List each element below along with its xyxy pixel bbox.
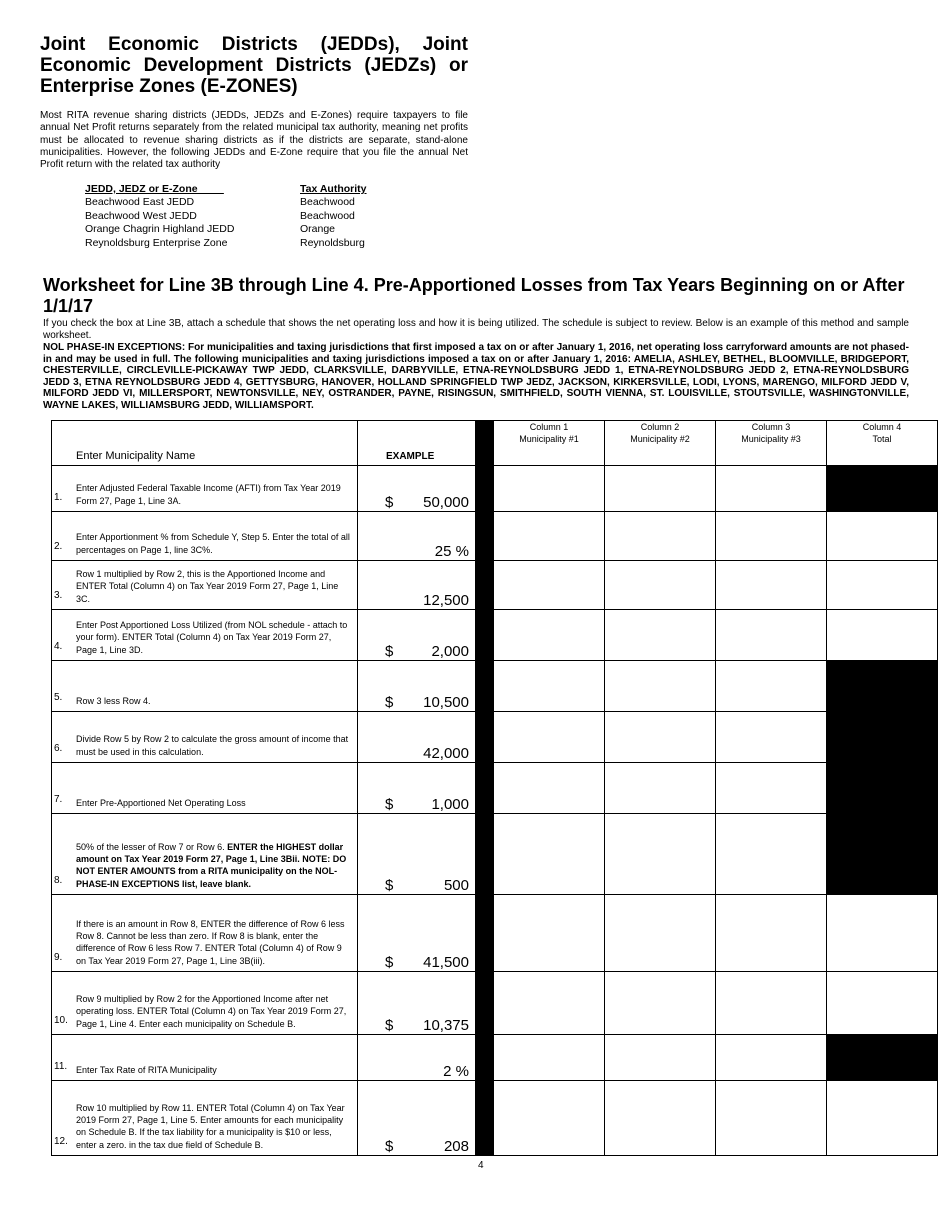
- column-4-header: Column 4 Total: [827, 421, 938, 466]
- example-cell: $ 41,500: [358, 895, 476, 972]
- table-row: [52, 1035, 938, 1081]
- separator: [476, 610, 494, 661]
- nol-exceptions: NOL PHASE-IN EXCEPTIONS: For municipalities and taxing jurisdictions that first imposed a tax on or after January 1, 2016, net operating loss carryforward amounts are not phased-in and may be used in full. The following municipalities and taxing jurisdictions imposed a tax on or after January 1, 2016: AMELIA, ASHLEY, BETHEL, BLOOMVILLE, BRIDGEPORT, CHESTERVILLE, CIRCLEVILLE-PICKAWAY TWP JEDD, CLARKSVILLE, DARBYVILLE, ETNA-REYNOLDSBURG JEDD 1, ETNA-REYNOLDSBURG JEDD 2, ETNA-REYNOLDSBURG JEDD 3, ETNA REYNOLDSBURG JEDD 4, GETTYSBURG, HANOVER, HOLLAND SPRINGFIELD TWP JEDZ, JACKSON, KIRKERSVILLE, LODI, LYONS, MARENGO, MILFORD JEDD V, MILFORD JEDD VI, MILLERSPORT, NEWTONSVILLE, NEY, OSTRANDER, PAYNE, RISINGSUN, SMITHFIELD, SOUTH VIENNA, ST. LOUISVILLE, STOUTSVILLE, WASHINGTONVILLE, WAYNE LAKES, WILLIAMSBURG JEDD, WILLIAMSPORT.: [43, 342, 909, 411]
- separator: [476, 421, 494, 466]
- table-row: [52, 466, 938, 512]
- example-cell: $ 10,375: [358, 972, 476, 1035]
- row-label: 3. Row 1 multiplied by Row 2, this is the Apportioned Income and ENTER Total (Column 4) on Tax Year 2019 Form 27, Page 1, Line 3C.: [52, 561, 358, 610]
- municipality-3-input[interactable]: [716, 712, 827, 763]
- jedd-name: Reynoldsburg Enterprise Zone: [85, 236, 228, 249]
- municipality-1-input[interactable]: [494, 512, 605, 561]
- example-cell: $ 500: [358, 814, 476, 895]
- total-cell-shaded: [827, 466, 938, 512]
- worksheet-table: [51, 420, 938, 1156]
- total-cell-shaded: [827, 814, 938, 895]
- table-row: [52, 610, 938, 661]
- table-row: [52, 814, 938, 895]
- table-row: [52, 763, 938, 814]
- tax-authority: Reynoldsburg: [300, 236, 365, 249]
- municipality-1-input[interactable]: [494, 1035, 605, 1081]
- total-input[interactable]: [827, 972, 938, 1035]
- example-cell: $ 1,000: [358, 763, 476, 814]
- tax-authority: Beachwood: [300, 209, 355, 222]
- municipality-2-input[interactable]: [605, 661, 716, 712]
- table-row: [52, 972, 938, 1035]
- jedd-intro: Most RITA revenue sharing districts (JEDDs, JEDZs and E-Zones) require taxpayers to file annual Net Profit returns separately from the related municipal tax authority, meaning net profits must be allocated to revenue sharing districts as if the districts are separate, stand-alone municipalities. However, the following JEDDs and E-Zone require that you file the annual Net Profit return with the related tax authority: [40, 110, 468, 171]
- example-cell: 42,000: [358, 712, 476, 763]
- municipality-1-input[interactable]: [494, 712, 605, 763]
- municipality-2-input[interactable]: [605, 814, 716, 895]
- municipality-3-input[interactable]: [716, 561, 827, 610]
- row-label: 12. Row 10 multiplied by Row 11. ENTER Total (Column 4) on Tax Year 2019 Form 27, Page 1, Line 5. Enter amounts for each municipality on Schedule B. If the tax liability for a municipality is $10 or less, enter a zero. in the tax due field of Schedule B.: [52, 1081, 358, 1156]
- separator: [476, 763, 494, 814]
- total-input[interactable]: [827, 1081, 938, 1156]
- municipality-3-input[interactable]: [716, 466, 827, 512]
- example-cell: $ 2,000: [358, 610, 476, 661]
- municipality-1-input[interactable]: [494, 895, 605, 972]
- municipality-2-input[interactable]: [605, 512, 716, 561]
- municipality-2-input[interactable]: [605, 561, 716, 610]
- separator: [476, 1081, 494, 1156]
- row-label: 9. If there is an amount in Row 8, ENTER the difference of Row 6 less Row 8. Cannot be less than zero. If Row 8 is blank, enter the difference of Row 6 less Row 7. ENTER Total (Column 4) of Row 9 on Tax Year 2019 Form 27, Page 1, Line 3B(iii).: [52, 895, 358, 972]
- table-row: [52, 661, 938, 712]
- municipality-1-input[interactable]: [494, 763, 605, 814]
- row-label: 7. Enter Pre-Apportioned Net Operating Loss: [52, 763, 358, 814]
- separator: [476, 712, 494, 763]
- municipality-3-input[interactable]: [716, 814, 827, 895]
- row-label: 6. Divide Row 5 by Row 2 to calculate the gross amount of income that must be used in this calculation.: [52, 712, 358, 763]
- column-1-header: Column 1 Municipality #1: [494, 421, 605, 466]
- tax-authority: Beachwood: [300, 196, 355, 209]
- municipality-2-input[interactable]: [605, 972, 716, 1035]
- municipality-2-input[interactable]: [605, 712, 716, 763]
- total-input[interactable]: [827, 512, 938, 561]
- municipality-1-input[interactable]: [494, 1081, 605, 1156]
- column-2-header: Column 2 Municipality #2: [605, 421, 716, 466]
- total-cell-shaded: [827, 1035, 938, 1081]
- total-input[interactable]: [827, 561, 938, 610]
- separator: [476, 1035, 494, 1081]
- table-row: [52, 895, 938, 972]
- municipality-1-input[interactable]: [494, 814, 605, 895]
- row-label: 5. Row 3 less Row 4.: [52, 661, 358, 712]
- table-row: [52, 512, 938, 561]
- page-number: 4: [478, 1160, 484, 1171]
- table-row: [52, 1081, 938, 1156]
- example-cell: $ 10,500: [358, 661, 476, 712]
- example-header: EXAMPLE: [358, 421, 476, 466]
- separator: [476, 661, 494, 712]
- example-cell: 12,500: [358, 561, 476, 610]
- separator: [476, 814, 494, 895]
- separator: [476, 466, 494, 512]
- example-cell: 25 %: [358, 512, 476, 561]
- total-cell-shaded: [827, 712, 938, 763]
- worksheet-title: Worksheet for Line 3B through Line 4. Pre-Apportioned Losses from Tax Years Beginning on or After 1/1/17: [43, 275, 905, 316]
- jedd-name: Beachwood East JEDD: [85, 196, 195, 209]
- row-label: 10. Row 9 multiplied by Row 2 for the Apportioned Income after net operating loss. ENTER Total (Column 4) on Tax Year 2019 Form 27, Page 1, Line 4. Enter each municipality on Schedule B.: [52, 972, 358, 1035]
- municipality-name-header: Enter Municipality Name: [52, 421, 358, 466]
- row-label: 1. Enter Adjusted Federal Taxable Income (AFTI) from Tax Year 2019 Form 27, Page 1, Line 3A.: [52, 466, 358, 512]
- row-label: 4. Enter Post Apportioned Loss Utilized (from NOL schedule - attach to your form). ENTER Total (Column 4) on Tax Year 2019 Form 27, Page 1, Line 3D.: [52, 610, 358, 661]
- municipality-1-input[interactable]: [494, 466, 605, 512]
- total-input[interactable]: [827, 895, 938, 972]
- separator: [476, 895, 494, 972]
- municipality-3-input[interactable]: [716, 972, 827, 1035]
- municipality-2-input[interactable]: [605, 1081, 716, 1156]
- municipality-3-input[interactable]: [716, 1081, 827, 1156]
- municipality-1-input[interactable]: [494, 661, 605, 712]
- column-3-header: Column 3 Municipality #3: [716, 421, 827, 466]
- municipality-3-input[interactable]: [716, 1035, 827, 1081]
- separator: [476, 972, 494, 1035]
- municipality-1-input[interactable]: [494, 561, 605, 610]
- municipality-1-input[interactable]: [494, 610, 605, 661]
- row-label: 2. Enter Apportionment % from Schedule Y, Step 5. Enter the total of all percentages on Page 1, line 3C%.: [52, 512, 358, 561]
- jedd-title: Joint Economic Districts (JEDDs), Joint Economic Development Districts (JEDZs) or Enterprise Zones (E-ZONES): [40, 34, 468, 97]
- separator: [476, 512, 494, 561]
- example-cell: 2 %: [358, 1035, 476, 1081]
- municipality-2-input[interactable]: [605, 1035, 716, 1081]
- municipality-3-input[interactable]: [716, 661, 827, 712]
- municipality-1-input[interactable]: [494, 972, 605, 1035]
- jedd-name: Orange Chagrin Highland JEDD: [85, 223, 235, 236]
- table-row: [52, 712, 938, 763]
- table-header-row: [52, 421, 938, 466]
- example-cell: $ 208: [358, 1081, 476, 1156]
- total-input[interactable]: [827, 610, 938, 661]
- municipality-3-input[interactable]: [716, 610, 827, 661]
- jedd-name: Beachwood West JEDD: [85, 209, 197, 222]
- municipality-2-input[interactable]: [605, 466, 716, 512]
- municipality-3-input[interactable]: [716, 895, 827, 972]
- total-cell-shaded: [827, 763, 938, 814]
- row-label: 8. 50% of the lesser of Row 7 or Row 6. ENTER the HIGHEST dollar amount on Tax Year 2019 Form 27, Page 1, Line 3Bii. NOTE: DO NOT ENTER AMOUNTS from a RITA municipality on the NOL-PHASE-IN EXCEPTIONS list, leave blank.: [52, 814, 358, 895]
- municipality-3-input[interactable]: [716, 512, 827, 561]
- tax-authority: Orange: [300, 223, 336, 236]
- table-row: [52, 561, 938, 610]
- jedd-col-header: JEDD, JEDZ or E-Zone: [85, 183, 224, 195]
- worksheet-instructions: If you check the box at Line 3B, attach a schedule that shows the net operating loss and how it is being utilized. The schedule is subject to review. Below is an example of this method and sample worksheet.: [43, 318, 909, 341]
- municipality-2-input[interactable]: [605, 763, 716, 814]
- example-cell: $ 50,000: [358, 466, 476, 512]
- municipality-2-input[interactable]: [605, 610, 716, 661]
- municipality-3-input[interactable]: [716, 763, 827, 814]
- municipality-2-input[interactable]: [605, 895, 716, 972]
- row-label: 11. Enter Tax Rate of RITA Municipality: [52, 1035, 358, 1081]
- separator: [476, 561, 494, 610]
- total-cell-shaded: [827, 661, 938, 712]
- authority-col-header: Tax Authority: [300, 183, 367, 195]
